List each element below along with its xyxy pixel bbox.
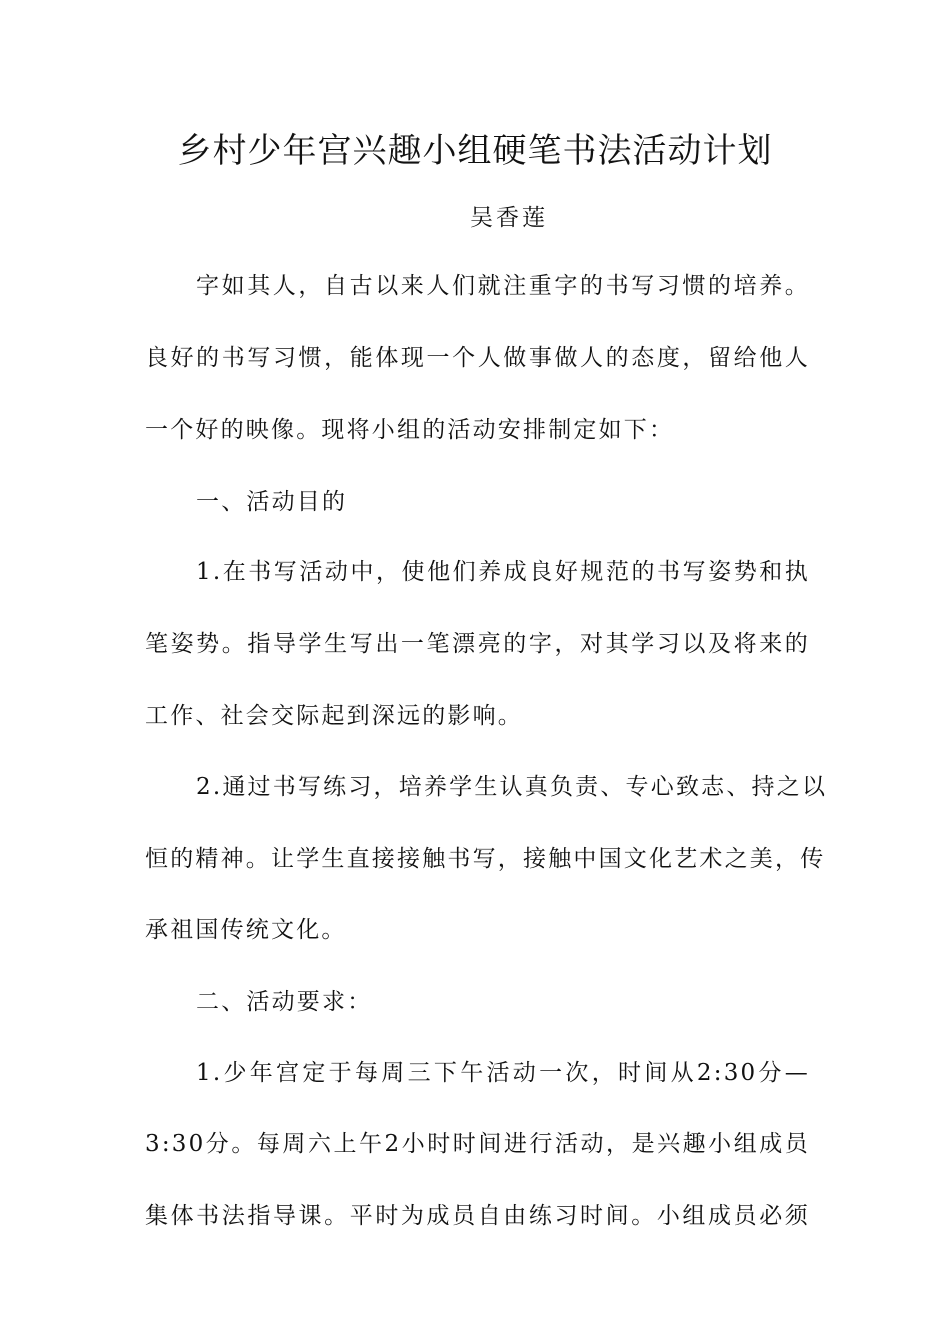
paragraph-line: 3:30分。每周六上午2小时时间进行活动，是兴趣小组成员 (145, 1131, 810, 1157)
paragraph-line: 集体书法指导课。平时为成员自由练习时间。小组成员必须 (145, 1203, 810, 1229)
paragraph-line: 1.在书写活动中，使他们养成良好规范的书写姿势和执 (196, 559, 810, 585)
document-author: 吴香莲 (470, 205, 548, 231)
paragraph-line: 恒的精神。让学生直接接触书写，接触中国文化艺术之美，传 (145, 846, 826, 872)
paragraph-line: 2.通过书写练习，培养学生认真负责、专心致志、持之以 (196, 774, 828, 800)
paragraph-line: 字如其人，自古以来人们就注重字的书写习惯的培养。 (196, 273, 810, 299)
paragraph-line: 承祖国传统文化。 (145, 917, 347, 943)
paragraph-line: 工作、社会交际起到深远的影响。 (145, 703, 523, 729)
paragraph-line: 笔姿势。指导学生写出一笔漂亮的字，对其学习以及将来的 (145, 631, 810, 657)
section-heading: 一、活动目的 (196, 489, 348, 515)
section-heading: 二、活动要求： (196, 989, 373, 1015)
document-title: 乡村少年宫兴趣小组硬笔书法活动计划 (177, 131, 773, 171)
paragraph-line: 1.少年宫定于每周三下午活动一次，时间从2:30分— (196, 1060, 810, 1086)
paragraph-line: 一个好的映像。现将小组的活动安排制定如下： (145, 417, 675, 443)
paragraph-line: 良好的书写习惯，能体现一个人做事做人的态度，留给他人 (145, 345, 810, 371)
